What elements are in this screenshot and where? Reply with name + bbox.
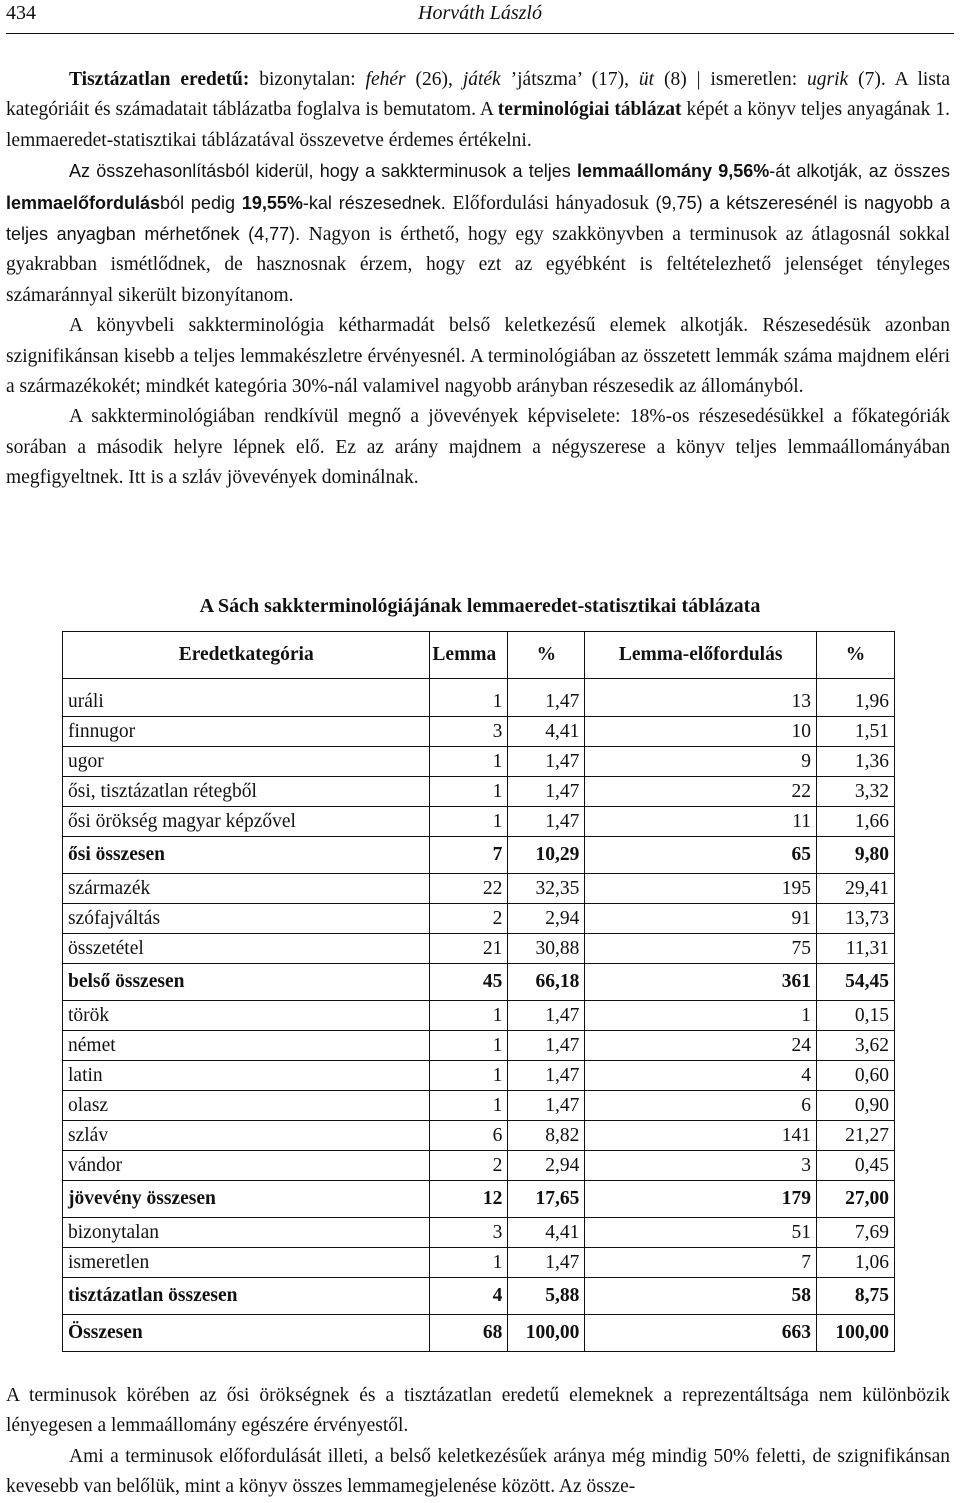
value-cell: 100,00 — [508, 1315, 585, 1352]
header-cell: Lemma-előfordulás — [585, 632, 817, 679]
value-cell: 0,15 — [816, 1001, 894, 1031]
value-cell: 1,47 — [508, 747, 585, 777]
category-cell: ősi összesen — [63, 837, 430, 874]
closing-text — [6, 1381, 950, 1503]
text-run: (26), — [405, 69, 463, 90]
table-row — [63, 1091, 895, 1121]
term-bold: 19,55% — [241, 192, 303, 213]
paragraph-3: A könyvbeli sakkterminológia kétharmadát belső keletkezésű elemek alkotják. Részesedésük azonban szignifikánsan kisebb a teljes lemmakészletre érvényesnél. A terminológiában az összetett lemmák száma majdnem eléri a származékokét; mindkét kategória 30%-nál valamivel nagyobb arányban részesedik az állományból. — [6, 315, 950, 398]
value-cell: 1,06 — [816, 1248, 894, 1278]
table-row — [63, 934, 895, 964]
value-cell: 1,47 — [508, 807, 585, 837]
lemma-statistics-table — [62, 631, 895, 1352]
category-cell: ősi örökség magyar képzővel — [63, 807, 430, 837]
value-cell: 1 — [430, 1031, 508, 1061]
value-cell: 45 — [430, 964, 508, 1001]
running-head — [6, 0, 954, 30]
text-run: Nagyon is érthető, hogy egy szakkönyvben a terminusok az átlagosnál sokkal gyakrabban ismétlődnek, de hasznosnak érzem, hogy ezt az egyébként is feltételezhető jelenséget tényleges számaránnyal sikerült bizonyítanom. — [6, 224, 950, 306]
value-cell: 75 — [585, 934, 817, 964]
value-cell: 13 — [585, 679, 817, 717]
category-cell: jövevény összesen — [63, 1181, 430, 1218]
text-run: Előfordulási hányadosuk — [445, 192, 656, 214]
value-cell: 1 — [430, 747, 508, 777]
value-cell: 22 — [585, 777, 817, 807]
author-name: Horváth László — [418, 2, 542, 24]
table-row — [63, 874, 895, 904]
value-cell: 21 — [430, 934, 508, 964]
table-row — [63, 1061, 895, 1091]
category-cell: összetétel — [63, 934, 430, 964]
value-cell: 0,60 — [816, 1061, 894, 1091]
category-cell: latin — [63, 1061, 430, 1091]
category-cell: ugor — [63, 747, 430, 777]
term-bold: Tisztázatlan eredetű: — [69, 69, 250, 90]
table-row — [63, 1181, 895, 1218]
value-cell: 361 — [585, 964, 817, 1001]
value-cell: 29,41 — [816, 874, 894, 904]
value-cell: 1 — [430, 1091, 508, 1121]
value-cell: 1 — [430, 1061, 508, 1091]
word-italic: ugrik — [807, 69, 849, 90]
paragraph-5: A terminusok körében az ősi örökségnek és a tisztázatlan eredetű elemeknek a reprezentáltsága nem különbözik lényegesen a lemmaállomány egészére érvényestől. — [6, 1385, 950, 1437]
value-cell: 7,69 — [816, 1218, 894, 1248]
value-cell: 10 — [585, 717, 817, 747]
value-cell: 4 — [430, 1278, 508, 1315]
value-cell: 1,47 — [508, 1248, 585, 1278]
category-cell: olasz — [63, 1091, 430, 1121]
category-cell: vándor — [63, 1151, 430, 1181]
table-row — [63, 1121, 895, 1151]
value-cell: 3 — [430, 717, 508, 747]
value-cell: 91 — [585, 904, 817, 934]
term-bold: lemmaelőfordulás — [6, 192, 161, 213]
value-cell: 17,65 — [508, 1181, 585, 1218]
value-cell: 10,29 — [508, 837, 585, 874]
value-cell: 195 — [585, 874, 817, 904]
value-cell: 22 — [430, 874, 508, 904]
category-cell: finnugor — [63, 717, 430, 747]
value-cell: 6 — [430, 1121, 508, 1151]
term-bold: lemmaállomány 9,56% — [576, 161, 770, 182]
value-cell: 12 — [430, 1181, 508, 1218]
body-text — [6, 65, 950, 494]
value-cell: 66,18 — [508, 964, 585, 1001]
value-cell: 3 — [585, 1151, 817, 1181]
value-cell: 1,36 — [816, 747, 894, 777]
value-cell: 1 — [430, 807, 508, 837]
category-cell: Összesen — [63, 1315, 430, 1352]
table-row — [63, 1218, 895, 1248]
value-cell: 1 — [430, 1001, 508, 1031]
header-cell: % — [508, 632, 585, 679]
category-cell: ősi, tisztázatlan rétegből — [63, 777, 430, 807]
value-cell: 24 — [585, 1031, 817, 1061]
table-body — [63, 679, 895, 1352]
text-run: ból pedig — [160, 192, 242, 213]
word-italic: játék — [462, 69, 501, 90]
table-row — [63, 904, 895, 934]
value-cell: 68 — [430, 1315, 508, 1352]
header-cell: Lemma — [430, 632, 508, 679]
text-run: bizonytalan: — [249, 69, 366, 90]
value-cell: 0,45 — [816, 1151, 894, 1181]
value-cell: 3,62 — [816, 1031, 894, 1061]
table-row — [63, 1001, 895, 1031]
value-cell: 7 — [585, 1248, 817, 1278]
value-cell: 65 — [585, 837, 817, 874]
value-cell: 9,80 — [816, 837, 894, 874]
category-cell: német — [63, 1031, 430, 1061]
value-cell: 4,41 — [508, 717, 585, 747]
value-cell: 1 — [430, 1248, 508, 1278]
table-row — [63, 747, 895, 777]
value-cell: 1,47 — [508, 1001, 585, 1031]
value-cell: 2,94 — [508, 904, 585, 934]
paragraph-1 — [6, 65, 950, 156]
value-cell: 1,47 — [508, 777, 585, 807]
value-cell: 11,31 — [816, 934, 894, 964]
value-cell: 6 — [585, 1091, 817, 1121]
table-row — [63, 1031, 895, 1061]
category-cell: szófajváltás — [63, 904, 430, 934]
value-cell: 9 — [585, 747, 817, 777]
text-run: ’játszma’ (17), — [500, 69, 639, 90]
paragraph-4: A sakkterminológiában rendkívül megnő a jövevények képviselete: 18%-os részesedésükkel a főkategóriák sorában a második helyre lépnek elő. Ez az arány majdnem a négyszerese a könyv teljes lemmaállományában megfigyeltnek. Itt is a szláv jövevények dominálnak. — [6, 406, 950, 489]
text-run: -kal részesednek. — [302, 192, 446, 213]
value-cell: 4,41 — [508, 1218, 585, 1248]
value-cell: 8,75 — [816, 1278, 894, 1315]
value-cell: 663 — [585, 1315, 817, 1352]
paragraph-6: Ami a terminusok előfordulását illeti, a belső keletkezésűek aránya még mindig 50% feletti, de szignifikánsan kevesebb van belőlük, mint a könyv összes lemmamegjelenése között. Az össze- — [6, 1445, 950, 1498]
category-cell: tisztázatlan összesen — [63, 1278, 430, 1315]
text-run: (8) | ismeretlen: — [654, 69, 808, 90]
value-cell: 54,45 — [816, 964, 894, 1001]
text-run: (7). A lista kategóriáit és számadatait táblázatba foglalva is bemutatom. A — [6, 69, 950, 121]
value-cell: 0,90 — [816, 1091, 894, 1121]
table-header-row — [63, 632, 895, 679]
category-cell: belső összesen — [63, 964, 430, 1001]
value-cell: 2 — [430, 1151, 508, 1181]
value-cell: 3,32 — [816, 777, 894, 807]
text-run: képét a könyv teljes anyagának 1. lemmaeredet-statisztikai táblázatával összevetve érdemes értékelni. — [6, 99, 951, 151]
word-italic: fehér — [365, 69, 406, 90]
value-cell: 1,96 — [816, 679, 894, 717]
value-cell: 13,73 — [816, 904, 894, 934]
text-run: -át alkotják, az összes — [769, 161, 950, 182]
value-cell: 8,82 — [508, 1121, 585, 1151]
value-cell: 1,47 — [508, 679, 585, 717]
value-cell: 11 — [585, 807, 817, 837]
category-cell: ismeretlen — [63, 1248, 430, 1278]
table-row — [63, 837, 895, 874]
value-cell: 30,88 — [508, 934, 585, 964]
table-row — [63, 777, 895, 807]
value-cell: 1 — [430, 777, 508, 807]
text-run: (9,75) a kétszeresénél is nagyobb a teljes anyagban mérhetőnek (4,77). — [6, 192, 950, 245]
table-row — [63, 1315, 895, 1352]
table-row — [63, 1151, 895, 1181]
value-cell: 51 — [585, 1218, 817, 1248]
value-cell: 100,00 — [816, 1315, 894, 1352]
header-rule — [6, 33, 954, 34]
value-cell: 179 — [585, 1181, 817, 1218]
table-row — [63, 1248, 895, 1278]
value-cell: 3 — [430, 1218, 508, 1248]
word-italic: üt — [638, 69, 655, 90]
value-cell: 5,88 — [508, 1278, 585, 1315]
category-cell: bizonytalan — [63, 1218, 430, 1248]
text-run: Az összehasonlításból kiderül, hogy a sakkterminusok a teljes — [69, 161, 577, 182]
table-row — [63, 807, 895, 837]
value-cell: 1,66 — [816, 807, 894, 837]
header-cell: Eredetkategória — [63, 632, 430, 679]
header-cell: % — [816, 632, 894, 679]
term-bold: terminológiai táblázat — [497, 99, 682, 121]
table-row — [63, 1278, 895, 1315]
value-cell: 1 — [585, 1001, 817, 1031]
table-title: A Sách sakkterminológiájának lemmaeredet-statisztikai táblázata — [199, 595, 761, 617]
category-cell: uráli — [63, 679, 430, 717]
table-row — [63, 717, 895, 747]
value-cell: 58 — [585, 1278, 817, 1315]
category-cell: származék — [63, 874, 430, 904]
table-row — [63, 679, 895, 717]
value-cell: 1,47 — [508, 1061, 585, 1091]
paragraph-2 — [6, 156, 950, 311]
table-row — [63, 964, 895, 1001]
value-cell: 21,27 — [816, 1121, 894, 1151]
value-cell: 2 — [430, 904, 508, 934]
value-cell: 27,00 — [816, 1181, 894, 1218]
value-cell: 7 — [430, 837, 508, 874]
category-cell: szláv — [63, 1121, 430, 1151]
value-cell: 141 — [585, 1121, 817, 1151]
value-cell: 1,47 — [508, 1091, 585, 1121]
value-cell: 32,35 — [508, 874, 585, 904]
value-cell: 2,94 — [508, 1151, 585, 1181]
page-number: 434 — [6, 2, 36, 24]
category-cell: török — [63, 1001, 430, 1031]
value-cell: 1,51 — [816, 717, 894, 747]
value-cell: 4 — [585, 1061, 817, 1091]
value-cell: 1 — [430, 679, 508, 717]
value-cell: 1,47 — [508, 1031, 585, 1061]
